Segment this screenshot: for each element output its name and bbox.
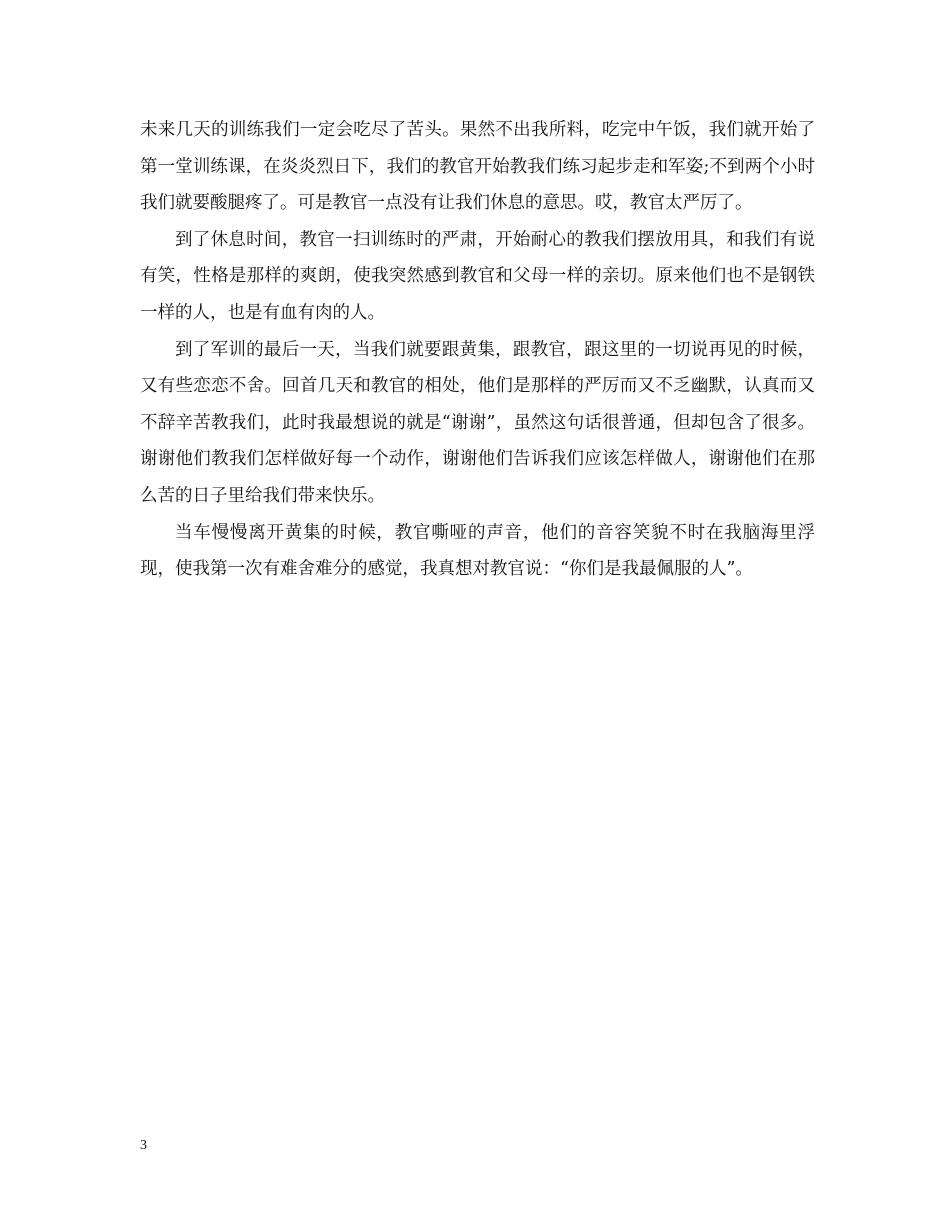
document-body	[140, 112, 815, 588]
paragraph-4: 当车慢慢离开黄集的时候，教官嘶哑的声音，他们的音容笑貌不时在我脑海里浮现，使我第一次有难舍难分的感觉，我真想对教官说：“你们是我最佩服的人”。	[140, 522, 815, 580]
paragraph-3: 到了军训的最后一天，当我们就要跟黄集，跟教官，跟这里的一切说再见的时候，又有些恋恋不舍。回首几天和教官的相处，他们是那样的严厉而又不乏幽默，认真而又不辞辛苦教我们，此时我最想说的就是“谢谢”，虽然这句话很普通，但却包含了很多。谢谢他们教我们怎样做好每一个动作，谢谢他们告诉我们应该怎样做人，谢谢他们在那么苦的日子里给我们带来快乐。	[140, 339, 815, 506]
paragraph-2: 到了休息时间，教官一扫训练时的严肃，开始耐心的教我们摆放用具，和我们有说有笑，性格是那样的爽朗，使我突然感到教官和父母一样的亲切。原来他们也不是钢铁一样的人，也是有血有肉的人。	[140, 229, 815, 323]
page-number: 3	[140, 1138, 147, 1153]
paragraph-1: 未来几天的训练我们一定会吃尽了苦头。果然不出我所料，吃完中午饭，我们就开始了第一堂训练课，在炎炎烈日下，我们的教官开始教我们练习起步走和军姿;不到两个小时我们就要酸腿疼了。可是教官一点没有让我们休息的意思。哎，教官太严厉了。	[140, 120, 815, 214]
